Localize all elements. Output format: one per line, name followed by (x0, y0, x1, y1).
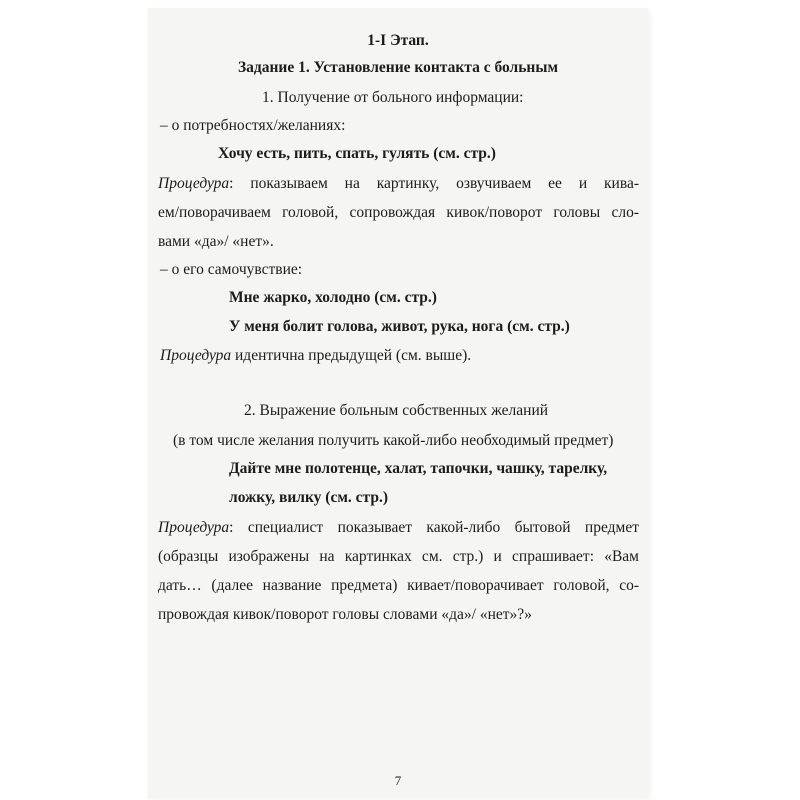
item-wellbeing: – о его самочувствие: (160, 261, 303, 278)
procedure2: Процедура идентична предыдущей (см. выше). (160, 347, 472, 364)
phrase-pain: У меня болит голова, живот, рука, нога (см. стр.) (229, 318, 570, 335)
page-number: 7 (394, 773, 402, 788)
phrase-needs: Хочу есть, пить, спать, гулять (см. стр.) (218, 145, 496, 162)
section2-title: 2. Выражение больным собственных желаний (244, 402, 549, 419)
procedure3-line1: Процедура: специалист показывает какой-либо бытовой предмет (158, 519, 639, 536)
section1-title: 1. Получение от больного информации: (262, 89, 524, 106)
procedure3-line3: дать… (далее название предмета) кивает/поворачивает головой, со- (158, 577, 639, 594)
procedure3-line4: провождая кивок/поворот головы словами «да»/ «нет»?» (158, 606, 532, 623)
phrase-give-line2: ложку, вилку (см. стр.) (229, 489, 388, 506)
item-needs: – о потребностях/желаниях: (160, 117, 346, 134)
phrase-give-line1: Дайте мне полотенце, халат, тапочки, чашку, тарелку, (229, 460, 608, 477)
section2-subtitle: (в том числе желания получить какой-либо необходимый предмет) (173, 432, 614, 449)
phrase-hot: Мне жарко, холодно (см. стр.) (229, 289, 437, 306)
procedure-label: Процедура (158, 175, 230, 192)
procedure-label: Процедура (160, 347, 232, 364)
procedure-label: Процедура (158, 519, 230, 536)
task-heading: Задание 1. Установление контакта с больным (237, 59, 559, 76)
stage-heading: 1-I Этап. (367, 32, 429, 49)
procedure1-line2: ем/поворачиваем головой, сопровождая кивок/поворот головы сло- (158, 204, 639, 221)
procedure3-line2: (образцы изображены на картинках см. стр.) и спрашивает: «Вам (158, 548, 639, 565)
procedure1-line1: Процедура: показываем на картинку, озвучиваем ее и кива- (158, 175, 639, 192)
procedure1-line3: вами «да»/ «нет». (158, 233, 274, 250)
